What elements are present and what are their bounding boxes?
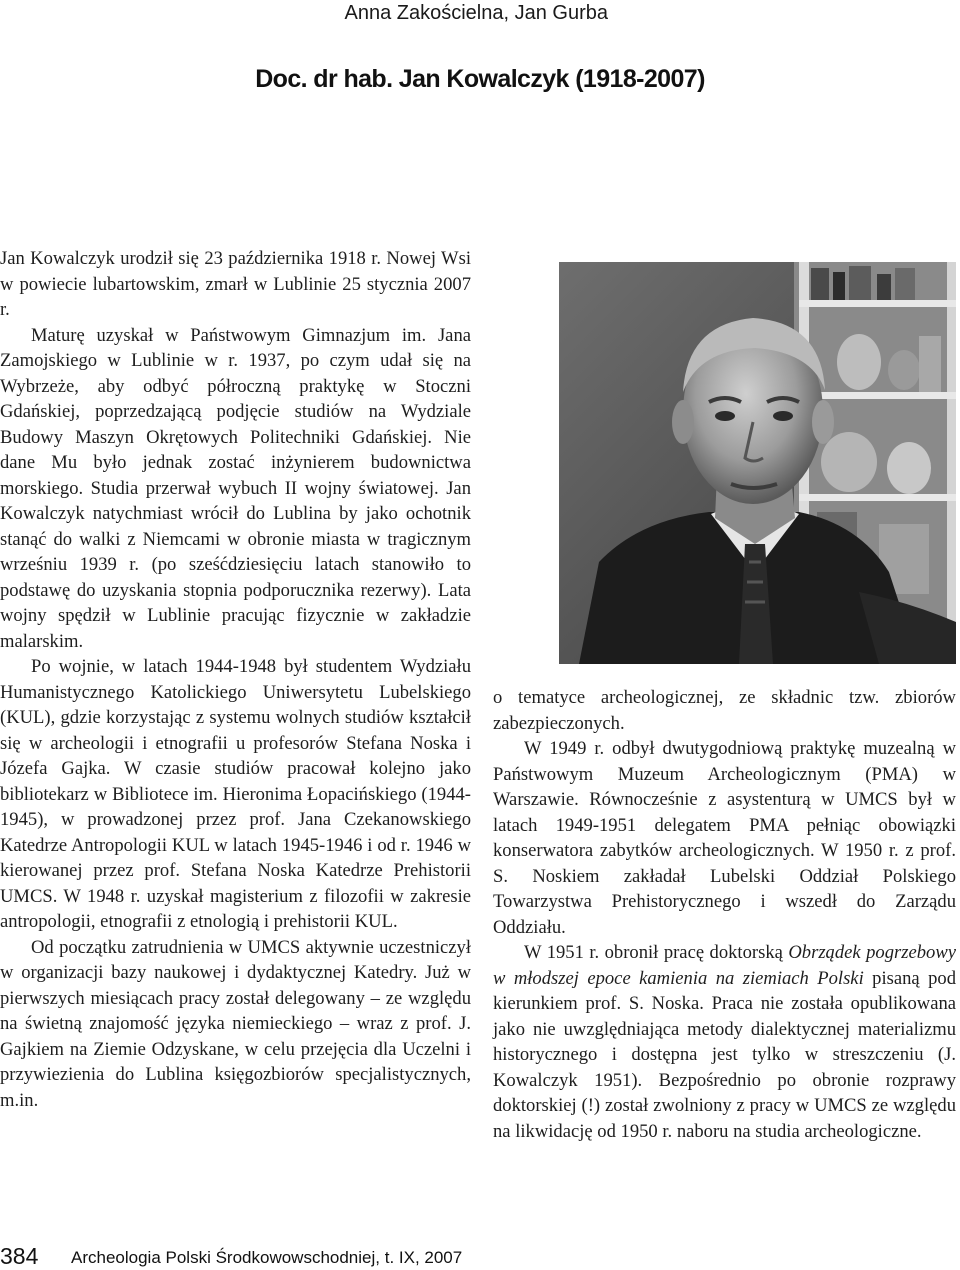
paragraph [493,940,956,1144]
left-text-column [0,246,471,1113]
paragraph: W 1949 r. odbył dwutygodniową praktykę muzealną w Państwowym Muzeum Archeologicznym (PMA) w Warszawie. Równocześnie z asystenturą w UMCS był w latach 1949-1951 delegatem PMA pełniąc obowiązki konserwatora zabytków archeologicznych. W 1950 r. z prof. S. Noskiem zakładał Lubelski Oddział Polskiego Towarzystwa Prehistorycznego i wszedł do Zarządu Oddziału. [493,738,956,938]
article-authors: Anna Zakościelna, Jan Gurba [344,2,608,24]
right-text-column [493,685,956,1144]
paragraph: Maturę uzyskał w Państwowym Gimnazjum im. Jana Zamojskiego w Lublinie w r. 1937, po czym udał się na Wybrzeże, aby odbyć półroczną praktykę w Stoczni Gdańskiej, poprzedzającą podjęcie studiów na Wydziale Budowy Maszyn Okrętowych Politechniki Gdańskiej. Nie dane Mu było jednak zostać inżynierem budownictwa morskiego. Studia przerwał wybuch II wojny światowej. Jan Kowalczyk natychmiast wrócił do Lublina by jako ochotnik stanąć do walki z Niemcami w obronie miasta w tragicznym wrześniu 1939 r. (po sześćdziesięciu latach stanowiło to podstawę do uzyskania stopnia podporucznika rezerwy). Lata wojny spędził w Lublinie pracując fizycznie w zakładzie malarskim. [0,324,471,652]
paragraph: Po wojnie, w latach 1944-1948 był studentem Wydziału Humanistycznego Katolickiego Uniwersytetu Lubelskiego (KUL), gdzie korzystając z systemu wolnych studiów kształcił się w archeologii i etnografii u profesorów Stefana Noska i Józefa Gajka. W czasie studiów pracował kolejno jako bibliotekarz w Bibliotece im. Hieronima Łopacińskiego (1944-1945), w prowadzonej przez prof. Jana Czekanowskiego Katedrze Antropologii KUL w latach 1945-1946 i od r. 1946 w kierowanej przez prof. Stefana Noska Katedrze Prehistorii UMCS. W 1948 r. uzyskał magisterium z filozofii w zakresie antropologii, etnografii z etnologią i prehistorii KUL. [0,656,471,932]
portrait-photo [559,262,956,664]
paragraph: o tematyce archeologicznej, ze składnic tzw. zbiorów zabezpieczonych. [493,687,956,734]
page-number: 384 [0,1243,39,1269]
paragraph: Jan Kowalczyk urodził się 23 października 1918 r. Nowej Wsi w powiecie lubartowskim, zmarł w Lublinie 25 stycznia 2007 r. [0,248,471,320]
paragraph-text: W 1951 r. obronił pracę doktorską [524,942,789,963]
dissertation-title: Obrządek pogrzebowy w młodszej epoce kamienia na ziemiach Polski [493,942,956,989]
article-title: Doc. dr hab. Jan Kowalczyk (1918-2007) [255,65,705,93]
paragraph-text: pisaną pod kierunkiem prof. S. Noska. Praca nie została opublikowana jako nie uwzględniająca metody dialektycznej materializmu historycznego i dostępna jest tylko w streszczeniu (J. Kowalczyk 1951). Bezpośrednio po obronie rozprawy doktorskiej (!) został zwolniony z pracy w UMCS ze względu na likwidację od 1950 r. naboru na studia archeologiczne. [493,967,956,1142]
journal-footer: Archeologia Polski Środkowowschodniej, t. IX, 2007 [71,1248,463,1267]
paragraph: Od początku zatrudnienia w UMCS aktywnie uczestniczył w organizacji bazy naukowej i dydaktycznej Katedry. Już w pierwszych miesiącach pracy został delegowany – ze względu na świetną znajomość języka niemieckiego – wraz z prof. J. Gajkiem na Ziemie Odzyskane, w celu przejęcia dla Uczelni i przywiezienia do Lublina księgozbiorów specjalistycznych, m.in. [0,936,471,1111]
